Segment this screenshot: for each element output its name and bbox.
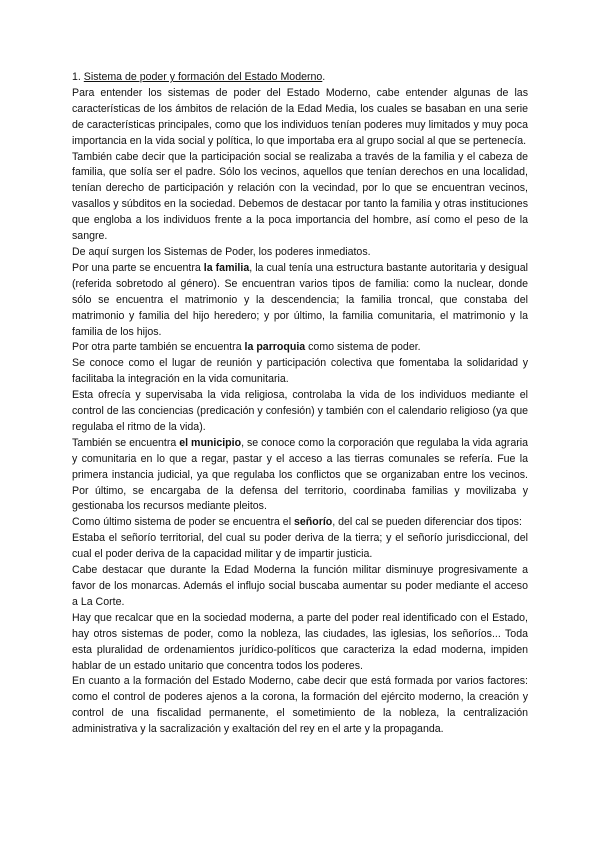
paragraph-vida-religiosa: Esta ofrecía y supervisaba la vida religiosa, controlaba la vida de los individuos mediante el control de las conciencias (predicación y confesión) y también con el calendario religioso (ya que regulaba el ritmo de la vida). (72, 389, 528, 433)
paragraph-familia-post: , la cual tenía una estructura bastante autoritaria y desigual (referida sobretodo al género). Se encuentran varios tipos de familia: como la nuclear, donde sólo se encuentra el matrimonio y la descendencia; la familia troncal, que constaba del matrimonio y familia del hijo heredero; y por último, la familia comunitaria, el matrimonio y la familia de los hijos. (72, 261, 528, 338)
term-la-familia: la familia (203, 261, 250, 274)
paragraph-participacion-social: También cabe decir que la participación social se realizaba a través de la familia y el cabeza de familia, que solía ser el padre. Sólo los vecinos, aquellos que tenían derechos en una localidad, tenían derecho de participación y relación con la vecindad, por lo que se encuentran vecinos, vasallos y súbditos en la sociedad. Debemos de destacar por tanto la familia y otras instituciones que engloba a los individuos frente a la poca importancia del hombre, así como el peso de la sangre. (72, 150, 528, 243)
paragraph-senorio-post: , del cal se pueden diferenciar dos tipos: (332, 516, 522, 529)
paragraph-familia (72, 261, 528, 341)
term-senorio: señorío (294, 516, 333, 529)
paragraph-familia-pre: Por una parte se encuentra (72, 261, 204, 274)
paragraph-sistemas-de-poder: De aquí surgen los Sistemas de Poder, los poderes inmediatos. (72, 245, 371, 258)
section-heading (72, 70, 528, 86)
paragraph-edad-media: Para entender los sistemas de poder del Estado Moderno, cabe entender algunas de las características de los ámbitos de relación de la Edad Media, los cuales se basaban en una serie de características principales, como que los individuos tenían poderes muy limitados y muy poca importancia en la vida social y política, lo que importaba era al grupo social al que se pertenecía. (72, 86, 528, 147)
paragraph-municipio-post: , se conoce como la corporación que regulaba la vida agraria y comunitaria en lo que a regar, pastar y el acceso a las tierras comunales se refería. Fue la primera instancia judicial, ya que regulaba los conflictos que se organizaban entre los vecinos. Por último, se encargaba de la defensa del territorio, coordinaba familias y movilizaba y gestionaba los recursos mediante pleitos. (72, 436, 528, 513)
paragraph-senorio-pre: Como último sistema de poder se encuentra el (72, 516, 294, 529)
paragraph-municipio-pre: También se encuentra (72, 436, 180, 449)
paragraph-parroquia-pre: Por otra parte también se encuentra (72, 341, 245, 354)
paragraph-municipio (72, 436, 528, 516)
paragraph-formacion-estado: En cuanto a la formación del Estado Moderno, cabe decir que está formada por varios factores: como el control de poderes ajenos a la corona, la formación del ejército moderno, la creación y control de una fiscalidad permanente, el sometimiento de la nobleza, la centralización administrativa y la sacralización y exaltación del rey en el arte y la propaganda. (72, 675, 528, 736)
paragraph-senorio (72, 515, 528, 531)
paragraph-parroquia (72, 340, 528, 356)
section-title: Sistema de poder y formación del Estado Moderno (83, 71, 323, 83)
paragraph-sociedad-moderna: Hay que recalcar que en la sociedad moderna, a parte del poder real identificado con el Estado, hay otros sistemas de poder, como la nobleza, las ciudades, las iglesias, los señoríos... Toda esta pluralidad de ordenamientos jurídico-políticos que caracteriza la edad moderna, impiden hablar de un estado unitario que concentra todos los poderes. (72, 611, 528, 672)
paragraph-funcion-militar: Cabe destacar que durante la Edad Moderna la función militar disminuye progresivamente a favor de los monarcas. Además el influjo social buscaba aumentar su poder mediante el acceso a La Corte. (72, 564, 528, 608)
section-title-end: . (322, 71, 326, 83)
document-page (72, 70, 528, 738)
paragraph-parroquia-post: como sistema de poder. (305, 341, 421, 354)
section-number: 1. (72, 71, 81, 83)
paragraph-tipos-senorio: Estaba el señorío territorial, del cual su poder deriva de la tierra; y el señorío jurisdiccional, del cual el poder deriva de la capacidad militar y de impartir justicia. (72, 532, 528, 561)
paragraph-lugar-de-reunion: Se conoce como el lugar de reunión y participación colectiva que fomentaba la solidaridad y facilitaba la integración en la vida comunitaria. (72, 357, 528, 386)
term-la-parroquia: la parroquia (244, 341, 306, 354)
term-el-municipio: el municipio (179, 436, 242, 449)
